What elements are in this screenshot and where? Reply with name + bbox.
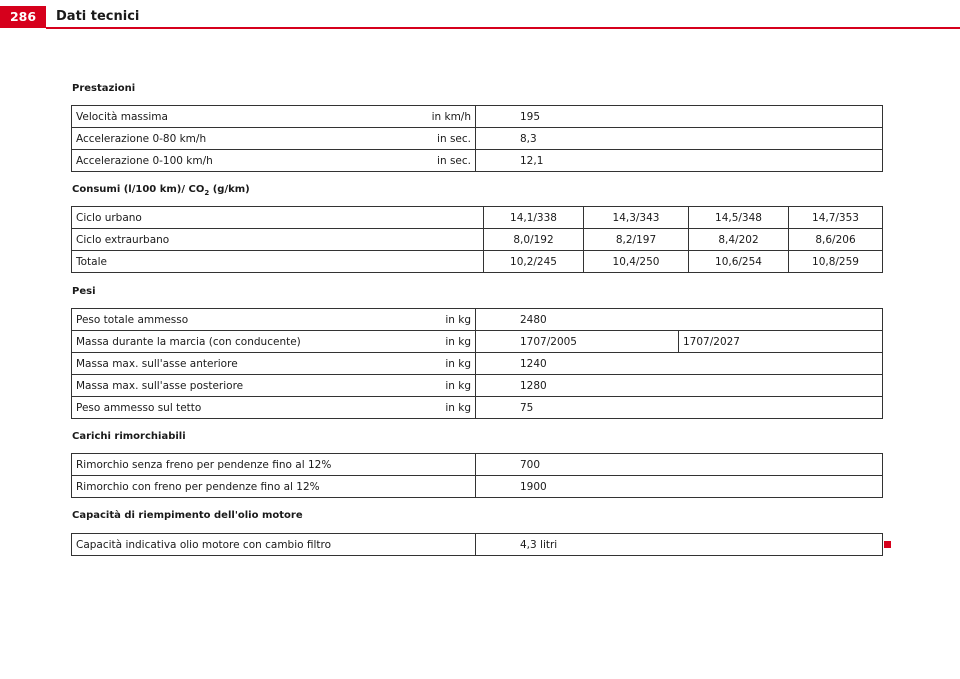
row-value: 1240 xyxy=(476,353,883,375)
row-value-secondary: 1707/2027 xyxy=(679,331,883,353)
row-label: Massa durante la marcia (con conducente) xyxy=(72,331,412,353)
row-unit: in sec. xyxy=(412,128,476,150)
section-end-square-icon xyxy=(884,541,891,548)
row-value: 10,8/259 xyxy=(789,251,883,273)
table-row xyxy=(72,534,883,556)
row-label: Massa max. sull'asse posteriore xyxy=(72,375,412,397)
row-label: Accelerazione 0-100 km/h xyxy=(72,150,412,172)
row-value: 2480 xyxy=(476,309,883,331)
table-row xyxy=(72,397,883,419)
row-value: 195 xyxy=(476,106,883,128)
row-unit: in kg xyxy=(412,397,476,419)
row-label: Velocità massima xyxy=(72,106,412,128)
table-row xyxy=(72,207,883,229)
row-label: Accelerazione 0-80 km/h xyxy=(72,128,412,150)
section-title-oil: Capacità di riempimento dell'olio motore xyxy=(72,510,303,521)
table-row xyxy=(72,309,883,331)
row-unit: in kg xyxy=(412,353,476,375)
row-unit: in kg xyxy=(412,309,476,331)
table-row xyxy=(72,106,883,128)
row-value: 8,0/192 xyxy=(484,229,584,251)
towing-table xyxy=(71,453,883,498)
consumption-title-sub: 2 xyxy=(204,189,210,197)
row-value: 10,4/250 xyxy=(584,251,689,273)
table-row xyxy=(72,476,883,498)
section-title-weights: Pesi xyxy=(72,286,96,297)
weights-table xyxy=(71,308,883,419)
table-row xyxy=(72,150,883,172)
row-label: Ciclo extraurbano xyxy=(72,229,484,251)
page-number: 286 xyxy=(0,6,46,28)
oil-table xyxy=(71,533,883,556)
table-row xyxy=(72,375,883,397)
row-value: 1900 xyxy=(476,476,883,498)
row-value: 700 xyxy=(476,454,883,476)
consumption-title-tail: (g/km) xyxy=(209,184,250,195)
row-unit: in kg xyxy=(412,331,476,353)
table-row xyxy=(72,251,883,273)
section-title-performance: Prestazioni xyxy=(72,83,136,94)
row-unit: in kg xyxy=(412,375,476,397)
row-label: Peso ammesso sul tetto xyxy=(72,397,412,419)
row-label: Rimorchio senza freno per pendenze fino al 12% xyxy=(72,454,476,476)
performance-table xyxy=(71,105,883,172)
row-label: Ciclo urbano xyxy=(72,207,484,229)
row-value: 14,3/343 xyxy=(584,207,689,229)
header-rule xyxy=(46,27,960,29)
row-value: 4,3 litri xyxy=(476,534,883,556)
table-row xyxy=(72,353,883,375)
page-title: Dati tecnici xyxy=(56,9,140,24)
page-header xyxy=(0,0,960,30)
table-row xyxy=(72,331,883,353)
row-value: 1280 xyxy=(476,375,883,397)
section-title-towing: Carichi rimorchiabili xyxy=(72,431,186,442)
table-row xyxy=(72,229,883,251)
row-value: 8,2/197 xyxy=(584,229,689,251)
row-value: 1707/2005 xyxy=(476,331,679,353)
row-label: Massa max. sull'asse anteriore xyxy=(72,353,412,375)
row-value: 8,6/206 xyxy=(789,229,883,251)
row-unit: in km/h xyxy=(412,106,476,128)
row-value: 10,6/254 xyxy=(689,251,789,273)
row-value: 8,4/202 xyxy=(689,229,789,251)
row-label: Capacità indicativa olio motore con cambio filtro xyxy=(72,534,476,556)
consumption-table xyxy=(71,206,883,273)
row-value: 14,1/338 xyxy=(484,207,584,229)
row-unit: in sec. xyxy=(412,150,476,172)
row-label: Rimorchio con freno per pendenze fino al 12% xyxy=(72,476,476,498)
row-value: 8,3 xyxy=(476,128,883,150)
consumption-title-main: Consumi (l/100 km)/ CO xyxy=(72,184,205,195)
row-value: 14,5/348 xyxy=(689,207,789,229)
table-row xyxy=(72,454,883,476)
row-value: 12,1 xyxy=(476,150,883,172)
row-label: Peso totale ammesso xyxy=(72,309,412,331)
row-value: 14,7/353 xyxy=(789,207,883,229)
row-value: 75 xyxy=(476,397,883,419)
section-title-consumption xyxy=(72,183,250,197)
row-label: Totale xyxy=(72,251,484,273)
table-row xyxy=(72,128,883,150)
row-value: 10,2/245 xyxy=(484,251,584,273)
